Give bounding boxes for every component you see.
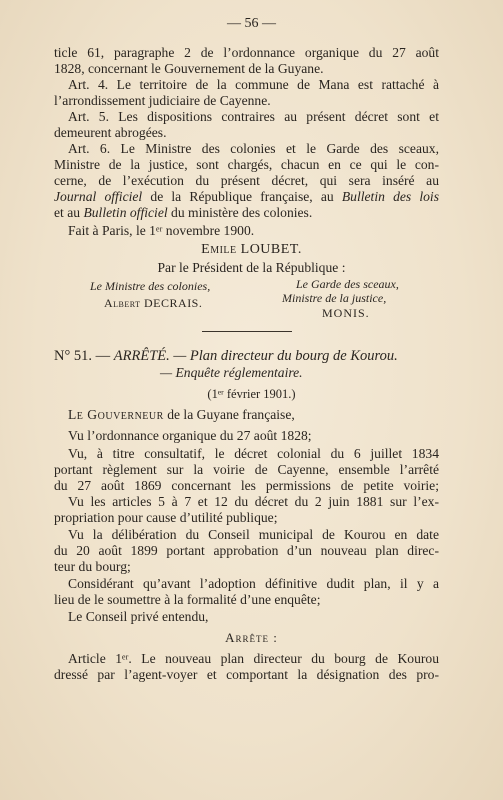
text-line: portant règlement sur la voirie de Cayenne, ensemble l’arrêté [54, 462, 439, 477]
signatory-right-title2: Ministre de la justice, [282, 291, 387, 305]
text-line: cerne, de l’exécution du présent décret, qui sera inséré au [54, 173, 439, 188]
text-line: Art. 4. Le territoire de la commune de Mana est rattaché à [68, 77, 439, 92]
arrete-heading: Arrête : [225, 630, 278, 645]
text-line: 1828, concernant le Gouvernement de la Guyane. [54, 61, 324, 76]
text-line: dressé par l’agent-voyer et comportant la désignation des pro- [54, 667, 439, 682]
text-line: l’arrondissement judiciaire de Cayenne. [54, 93, 271, 108]
text-line: Art. 6. Le Ministre des colonies et le Garde des sceaux, [68, 141, 439, 156]
fait-line: Fait à Paris, le 1ᵉʳ novembre 1900. [68, 223, 255, 238]
bulletin-line: et au Bulletin officiel du ministère des colonies. [54, 205, 313, 220]
gouverneur-line: Le Gouverneur de la Guyane française, [68, 407, 295, 422]
section-divider [202, 331, 292, 332]
text-line: ticle 61, paragraphe 2 de l’ordonnance organique du 27 août [54, 45, 439, 60]
arrete-title: N° 51. — ARRÊTÉ. — Plan directeur du bourg de Kourou. [54, 348, 398, 364]
signatory-right-name: MONIS. [322, 306, 370, 320]
president-name: Emile LOUBET. [201, 242, 302, 257]
journal-line: Journal officiel de la République française, au Bulletin des lois [54, 189, 440, 204]
arrete-date: (1ᵉʳ février 1901.) [207, 387, 296, 401]
text-line: Ministre de la justice, sont chargés, chacun en ce qui le con- [54, 157, 439, 172]
signatory-right-title: Le Garde des sceaux, [296, 277, 399, 291]
text-line: lieu de le soumettre à la formalité d’une enquête; [54, 592, 321, 607]
text-line: du 27 août 1869 concernant les permissions de petite voirie; [54, 478, 439, 493]
par-le-president: Par le Président de la République : [157, 260, 346, 275]
text-line: Vu, à titre consultatif, le décret colonial du 6 juillet 1834 [68, 446, 439, 461]
page-number: — 56 — [227, 16, 276, 31]
text-line: teur du bourg; [54, 559, 131, 574]
text-line: propriation pour cause d’utilité publique; [54, 510, 278, 525]
text-line: Vu l’ordonnance organique du 27 août 1828; [68, 428, 312, 443]
signatory-left-title: Le Ministre des colonies, [90, 279, 211, 293]
text-line: Vu la délibération du Conseil municipal de Kourou en date [68, 527, 439, 542]
text-line: demeurent abrogées. [54, 125, 167, 140]
signatory-left-name: Albert DECRAIS. [104, 296, 203, 310]
text-line: Considérant qu’avant l’adoption définitive dudit plan, il y a [68, 576, 439, 591]
arrete-subtitle: — Enquête réglementaire. [160, 365, 303, 380]
text-line: du 20 août 1899 portant approbation d’un nouveau plan direc- [54, 543, 439, 558]
text-line: Vu les articles 5 à 7 et 12 du décret du 2 juin 1881 sur l’ex- [68, 494, 439, 509]
text-line: Art. 5. Les dispositions contraires au présent décret sont et [68, 109, 439, 124]
text-line: Le Conseil privé entendu, [68, 609, 209, 624]
text-line: Article 1ᵉʳ. Le nouveau plan directeur du bourg de Kourou [68, 651, 439, 666]
